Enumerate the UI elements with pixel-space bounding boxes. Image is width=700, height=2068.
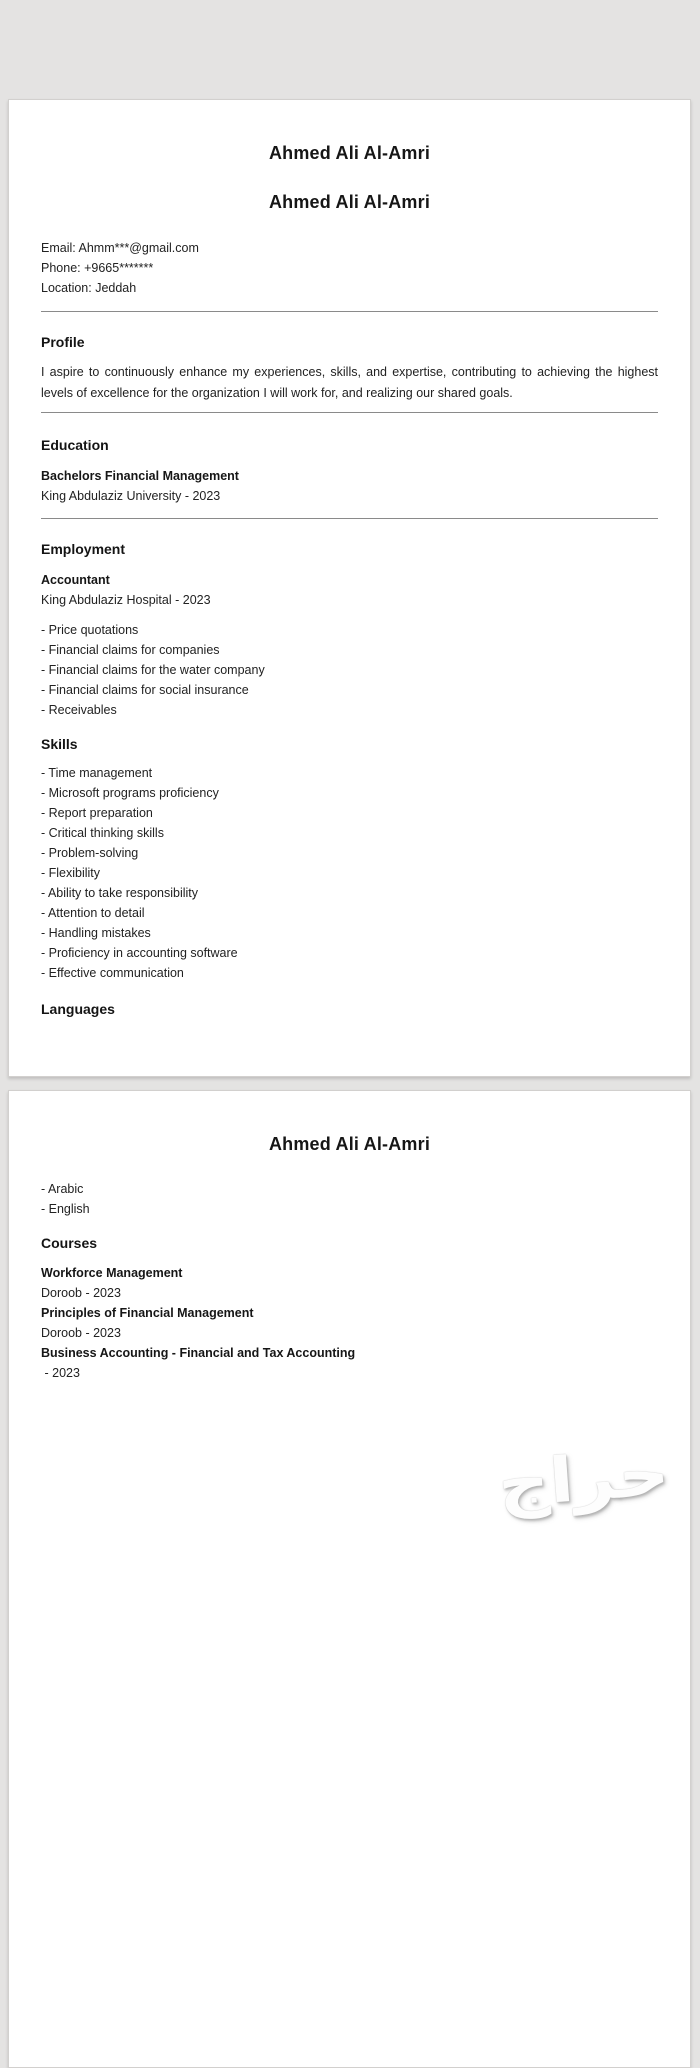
course-name: Workforce Management	[41, 1266, 183, 1280]
course-name: Principles of Financial Management	[41, 1306, 254, 1320]
section-divider	[41, 412, 658, 413]
skill-item: - Report preparation	[41, 806, 153, 820]
course-detail: - 2023	[41, 1366, 80, 1380]
profile-text: I aspire to continuously enhance my experiences, skills, and expertise, contributing to achieving the highest levels of excellence for the organization I will work for, and realizing our shared goals.	[41, 365, 658, 400]
education-heading: Education	[41, 437, 109, 453]
employment-heading: Employment	[41, 541, 126, 557]
skill-item: - Flexibility	[41, 866, 101, 880]
resume-page-2	[8, 1090, 691, 2068]
languages-heading: Languages	[41, 1001, 115, 1017]
course-entry	[41, 1303, 658, 1343]
languages-list	[41, 1179, 658, 1219]
education-institution: King Abdulaziz University - 2023	[41, 489, 221, 503]
skill-item: - Proficiency in accounting software	[41, 946, 238, 960]
language-item: - English	[41, 1202, 90, 1216]
contact-email: Email: Ahmm***@gmail.com	[41, 241, 199, 255]
job-duty-item: - Financial claims for social insurance	[41, 683, 249, 697]
courses-list	[41, 1263, 658, 1383]
haraj-watermark: حراج	[495, 1436, 672, 1521]
resume-name-title-page2: Ahmed Ali Al-Amri	[268, 1134, 431, 1154]
skill-item: - Ability to take responsibility	[41, 886, 199, 900]
skills-list	[41, 763, 658, 983]
skill-item: - Problem-solving	[41, 846, 139, 860]
job-title: Accountant	[41, 573, 110, 587]
skill-item: - Critical thinking skills	[41, 826, 164, 840]
skill-item: - Attention to detail	[41, 906, 145, 920]
job-duty-item: - Receivables	[41, 703, 117, 717]
employer: King Abdulaziz Hospital - 2023	[41, 593, 211, 607]
resume-name-title: Ahmed Ali Al-Amri	[268, 143, 431, 163]
course-entry	[41, 1343, 658, 1383]
skill-item: - Effective communication	[41, 966, 184, 980]
section-divider	[41, 518, 658, 519]
job-duty-item: - Price quotations	[41, 623, 139, 637]
job-duty-item: - Financial claims for companies	[41, 643, 220, 657]
profile-heading: Profile	[41, 334, 85, 350]
language-item: - Arabic	[41, 1182, 84, 1196]
education-degree: Bachelors Financial Management	[41, 469, 239, 483]
employment-entry	[41, 570, 658, 720]
course-detail: Doroob - 2023	[41, 1326, 121, 1340]
course-entry	[41, 1263, 658, 1303]
education-entry	[41, 466, 658, 506]
resume-name-title-repeat: Ahmed Ali Al-Amri	[268, 192, 431, 212]
skill-item: - Handling mistakes	[41, 926, 151, 940]
skill-item: - Microsoft programs proficiency	[41, 786, 219, 800]
contact-location: Location: Jeddah	[41, 281, 137, 295]
skills-heading: Skills	[41, 736, 78, 752]
contact-phone: Phone: +9665*******	[41, 261, 154, 275]
course-name: Business Accounting - Financial and Tax Accounting	[41, 1346, 356, 1360]
skill-item: - Time management	[41, 766, 153, 780]
course-detail: Doroob - 2023	[41, 1286, 121, 1300]
resume-page-1	[8, 99, 691, 1077]
job-duty-item: - Financial claims for the water company	[41, 663, 265, 677]
contact-block	[41, 238, 658, 298]
section-divider	[41, 311, 658, 312]
courses-heading: Courses	[41, 1235, 98, 1251]
job-duties-list	[41, 620, 658, 720]
